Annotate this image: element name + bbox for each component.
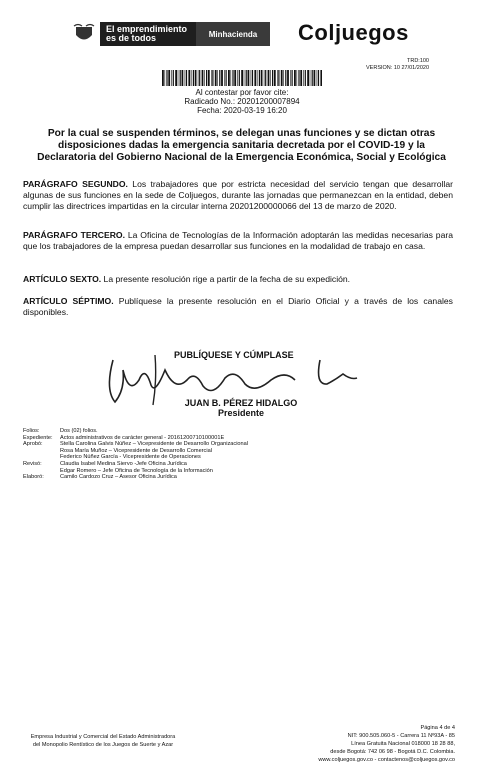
metadata-row: [23, 468, 248, 475]
barcode-bar: [231, 70, 232, 86]
metadata-value: Claudia Isabel Medina Siervo -Jefe Oficina Jurídica: [60, 460, 187, 467]
version-label: VERSION: 10 27/01/2020: [366, 65, 429, 71]
paragraph-text: Publíquese la presente resolución en el Diario Oficial y a través de los canales disponibles.: [23, 296, 453, 317]
barcode-bar: [317, 70, 318, 86]
barcode-bar: [171, 70, 172, 86]
metadata-key: Folios:: [23, 428, 40, 434]
metadata-value: Edgar Romero – Jefe Oficina de Tecnología de la Información: [60, 467, 213, 474]
barcode-bar: [254, 70, 256, 86]
barcode-bar: [246, 70, 247, 86]
metadata-key: [23, 454, 60, 461]
barcode-bar: [239, 70, 240, 86]
citation-date: Fecha: 2020-03-19 16:20: [197, 106, 287, 115]
barcode-bar: [248, 70, 250, 86]
barcode-bar: [300, 70, 302, 86]
signer-name: JUAN B. PÉREZ HIDALGO: [184, 398, 298, 408]
metadata-key: Elaboró:: [23, 474, 44, 481]
metadata-key: Revisó:: [23, 460, 42, 467]
barcode-bar: [297, 70, 298, 86]
barcode-bar: [206, 70, 207, 86]
barcode-bar: [188, 70, 190, 86]
barcode-bar: [224, 70, 225, 86]
document-metadata: [23, 428, 248, 481]
metadata-value: Camilo Cardozo Cruz – Asesor Oficina Jurídica: [60, 474, 177, 481]
barcode-bar: [165, 70, 166, 86]
metadata-row: [23, 428, 248, 435]
barcode-bar: [185, 70, 186, 86]
barcode-bar: [237, 70, 238, 86]
barcode-bar: [241, 70, 243, 86]
metadata-row: [23, 461, 248, 468]
barcode-bar: [182, 70, 184, 86]
government-banner: [100, 22, 270, 46]
metadata-key: [23, 468, 60, 475]
barcode-bar: [186, 70, 187, 86]
metadata-row: [23, 435, 248, 442]
paragraph-label: ARTÍCULO SEXTO.: [23, 274, 102, 284]
footer-entity-line1: Empresa Industrial y Comercial del Estado Administradora: [30, 734, 176, 740]
metadata-value: Stella Carolina Galvis Núñez – Vicepresidente de Desarrollo Organizacional: [60, 441, 249, 448]
barcode-bar: [278, 70, 279, 86]
footer-contact: [318, 724, 455, 764]
barcode-bar: [180, 70, 181, 86]
banner-ministry: Minhacienda: [196, 22, 270, 46]
signer-role: Presidente: [217, 408, 265, 418]
barcode-bar: [175, 70, 177, 86]
barcode-bar: [251, 70, 252, 86]
barcode-bar: [234, 70, 236, 86]
banner-slogan: El emprendimiento es de todos: [100, 22, 196, 46]
barcode-bar: [198, 70, 199, 86]
trd-code: TRD:100: [406, 58, 429, 64]
barcode-bar: [257, 70, 258, 86]
paragraph-segundo: [23, 179, 453, 212]
barcode-bar: [166, 70, 167, 86]
barcode-bar: [261, 70, 263, 86]
radicado-number: Radicado No.: 20201200007894: [184, 97, 300, 106]
barcode-bar: [232, 70, 233, 86]
paragraph-text: La Oficina de Tecnologías de la Información adoptarán las medidas necesarias para que los trabajadores de la empresa puedan desarrollar sus funciones en la modalidad de trabajo en casa.: [23, 230, 453, 251]
barcode-bar: [228, 70, 230, 86]
barcode-bar: [217, 70, 218, 86]
footer-bogota: desde Bogotá: 742 06 98 - Bogotá D.C. Colombia.: [330, 749, 455, 755]
barcode-bar: [211, 70, 212, 86]
metadata-key: [23, 448, 60, 455]
barcode-bar: [162, 70, 164, 86]
metadata-key: Aprobó:: [23, 441, 43, 448]
barcode-bar: [294, 70, 296, 86]
barcode-bar: [292, 70, 293, 86]
barcode-bar: [204, 70, 205, 86]
barcode-bar: [298, 70, 299, 86]
barcode-bar: [193, 70, 194, 86]
citation-instruction: Al contestar por favor cite:: [195, 88, 289, 97]
barcode-bar: [264, 70, 265, 86]
barcode-bar: [252, 70, 253, 86]
barcode-bar: [268, 70, 270, 86]
metadata-value: Actos administrativos de carácter general - 20161200710100001E: [60, 434, 225, 441]
barcode-bar: [173, 70, 174, 86]
barcode-bar: [168, 70, 170, 86]
footer-entity-line2: del Monopolio Rentístico de los Juegos de Suerte y Azar: [32, 742, 174, 748]
barcode-bar: [195, 70, 197, 86]
paragraph-text: Los trabajadores que por estricta necesidad del servicio tengan que desarrollar algunas de sus funciones en la sede de Coljuegos, durante las jornadas que permanezcan en la entidad, deben cumplir las directrices impartidas en la circular interna 20201200000066 del 13 de marzo de 2020.: [23, 179, 453, 211]
citation-block: [160, 88, 324, 115]
coat-of-arms-icon: [72, 22, 96, 46]
coljuegos-logo: Coljuegos: [298, 20, 409, 45]
article-sexto: [23, 274, 453, 285]
barcode-bar: [285, 70, 286, 86]
metadata-row: [23, 441, 248, 448]
metadata-key: Expediente:: [23, 434, 53, 441]
barcode-bar: [314, 70, 316, 86]
paragraph-tercero: [23, 230, 453, 252]
barcode-bar: [226, 70, 227, 86]
metadata-value: Dos (02) folios.: [60, 428, 98, 434]
barcode-bar: [208, 70, 210, 86]
paragraph-label: ARTÍCULO SÉPTIMO.: [23, 296, 114, 306]
barcode-bar: [281, 70, 283, 86]
barcode-bar: [221, 70, 223, 86]
document-version: [366, 58, 429, 72]
metadata-row: [23, 448, 248, 455]
barcode-bar: [290, 70, 291, 86]
footer-nit: NIT: 900.505.060-5 - Carrera 11 Nº93A - 85: [347, 733, 455, 739]
resolution-title: Por la cual se suspenden términos, se delegan unas funciones y se dictan otras disposiciones dadas la emergencia sanitaria decretada por el COVID-19 y la Declaratoria del Gobierno Nacional de la Emergencia Económica, Social y Ecológica: [37, 128, 446, 163]
paragraph-text: La presente resolución rige a partir de la fecha de su expedición.: [101, 274, 351, 284]
barcode-bar: [303, 70, 304, 86]
barcode-bar: [283, 70, 284, 86]
footer-entity: [18, 733, 188, 749]
barcode-bar: [287, 70, 289, 86]
barcode-bar: [272, 70, 273, 86]
barcode-bar: [270, 70, 271, 86]
barcode-bar: [178, 70, 179, 86]
barcode-bar: [202, 70, 204, 86]
page-number: Página 4 de 4: [420, 725, 455, 731]
closing-formula: PUBLÍQUESE Y CÚMPLASE: [174, 350, 294, 360]
barcode-bar: [191, 70, 192, 86]
barcode-bar: [312, 70, 313, 86]
barcode-bar: [318, 70, 319, 86]
barcode-bar: [305, 70, 306, 86]
barcode-bar: [199, 70, 200, 86]
barcode: [162, 70, 322, 86]
barcode-bar: [265, 70, 266, 86]
footer-phone: Línea Gratuita Nacional 018000 18 28 88,: [351, 741, 455, 747]
barcode-bar: [277, 70, 278, 86]
barcode-bar: [274, 70, 276, 86]
barcode-bar: [244, 70, 245, 86]
barcode-bar: [215, 70, 217, 86]
barcode-bar: [259, 70, 260, 86]
metadata-row: [23, 474, 248, 481]
metadata-row: [23, 454, 248, 461]
barcode-bar: [212, 70, 213, 86]
metadata-value: Rosa María Muñoz – Vicepresidente de Desarrollo Comercial: [60, 447, 212, 454]
paragraph-label: PARÁGRAFO TERCERO.: [23, 230, 126, 240]
barcode-bar: [310, 70, 311, 86]
barcode-bar: [307, 70, 309, 86]
footer-web: www.coljuegos.gov.co - contactenos@coljuegos.gov.co: [318, 757, 455, 763]
metadata-value: Federico Núñez García - Vicepresidente de Operaciones: [60, 454, 201, 461]
signer-block: [176, 398, 306, 418]
paragraph-label: PARÁGRAFO SEGUNDO.: [23, 179, 128, 189]
barcode-bar: [219, 70, 220, 86]
article-septimo: [23, 296, 453, 318]
barcode-bar: [320, 70, 322, 86]
